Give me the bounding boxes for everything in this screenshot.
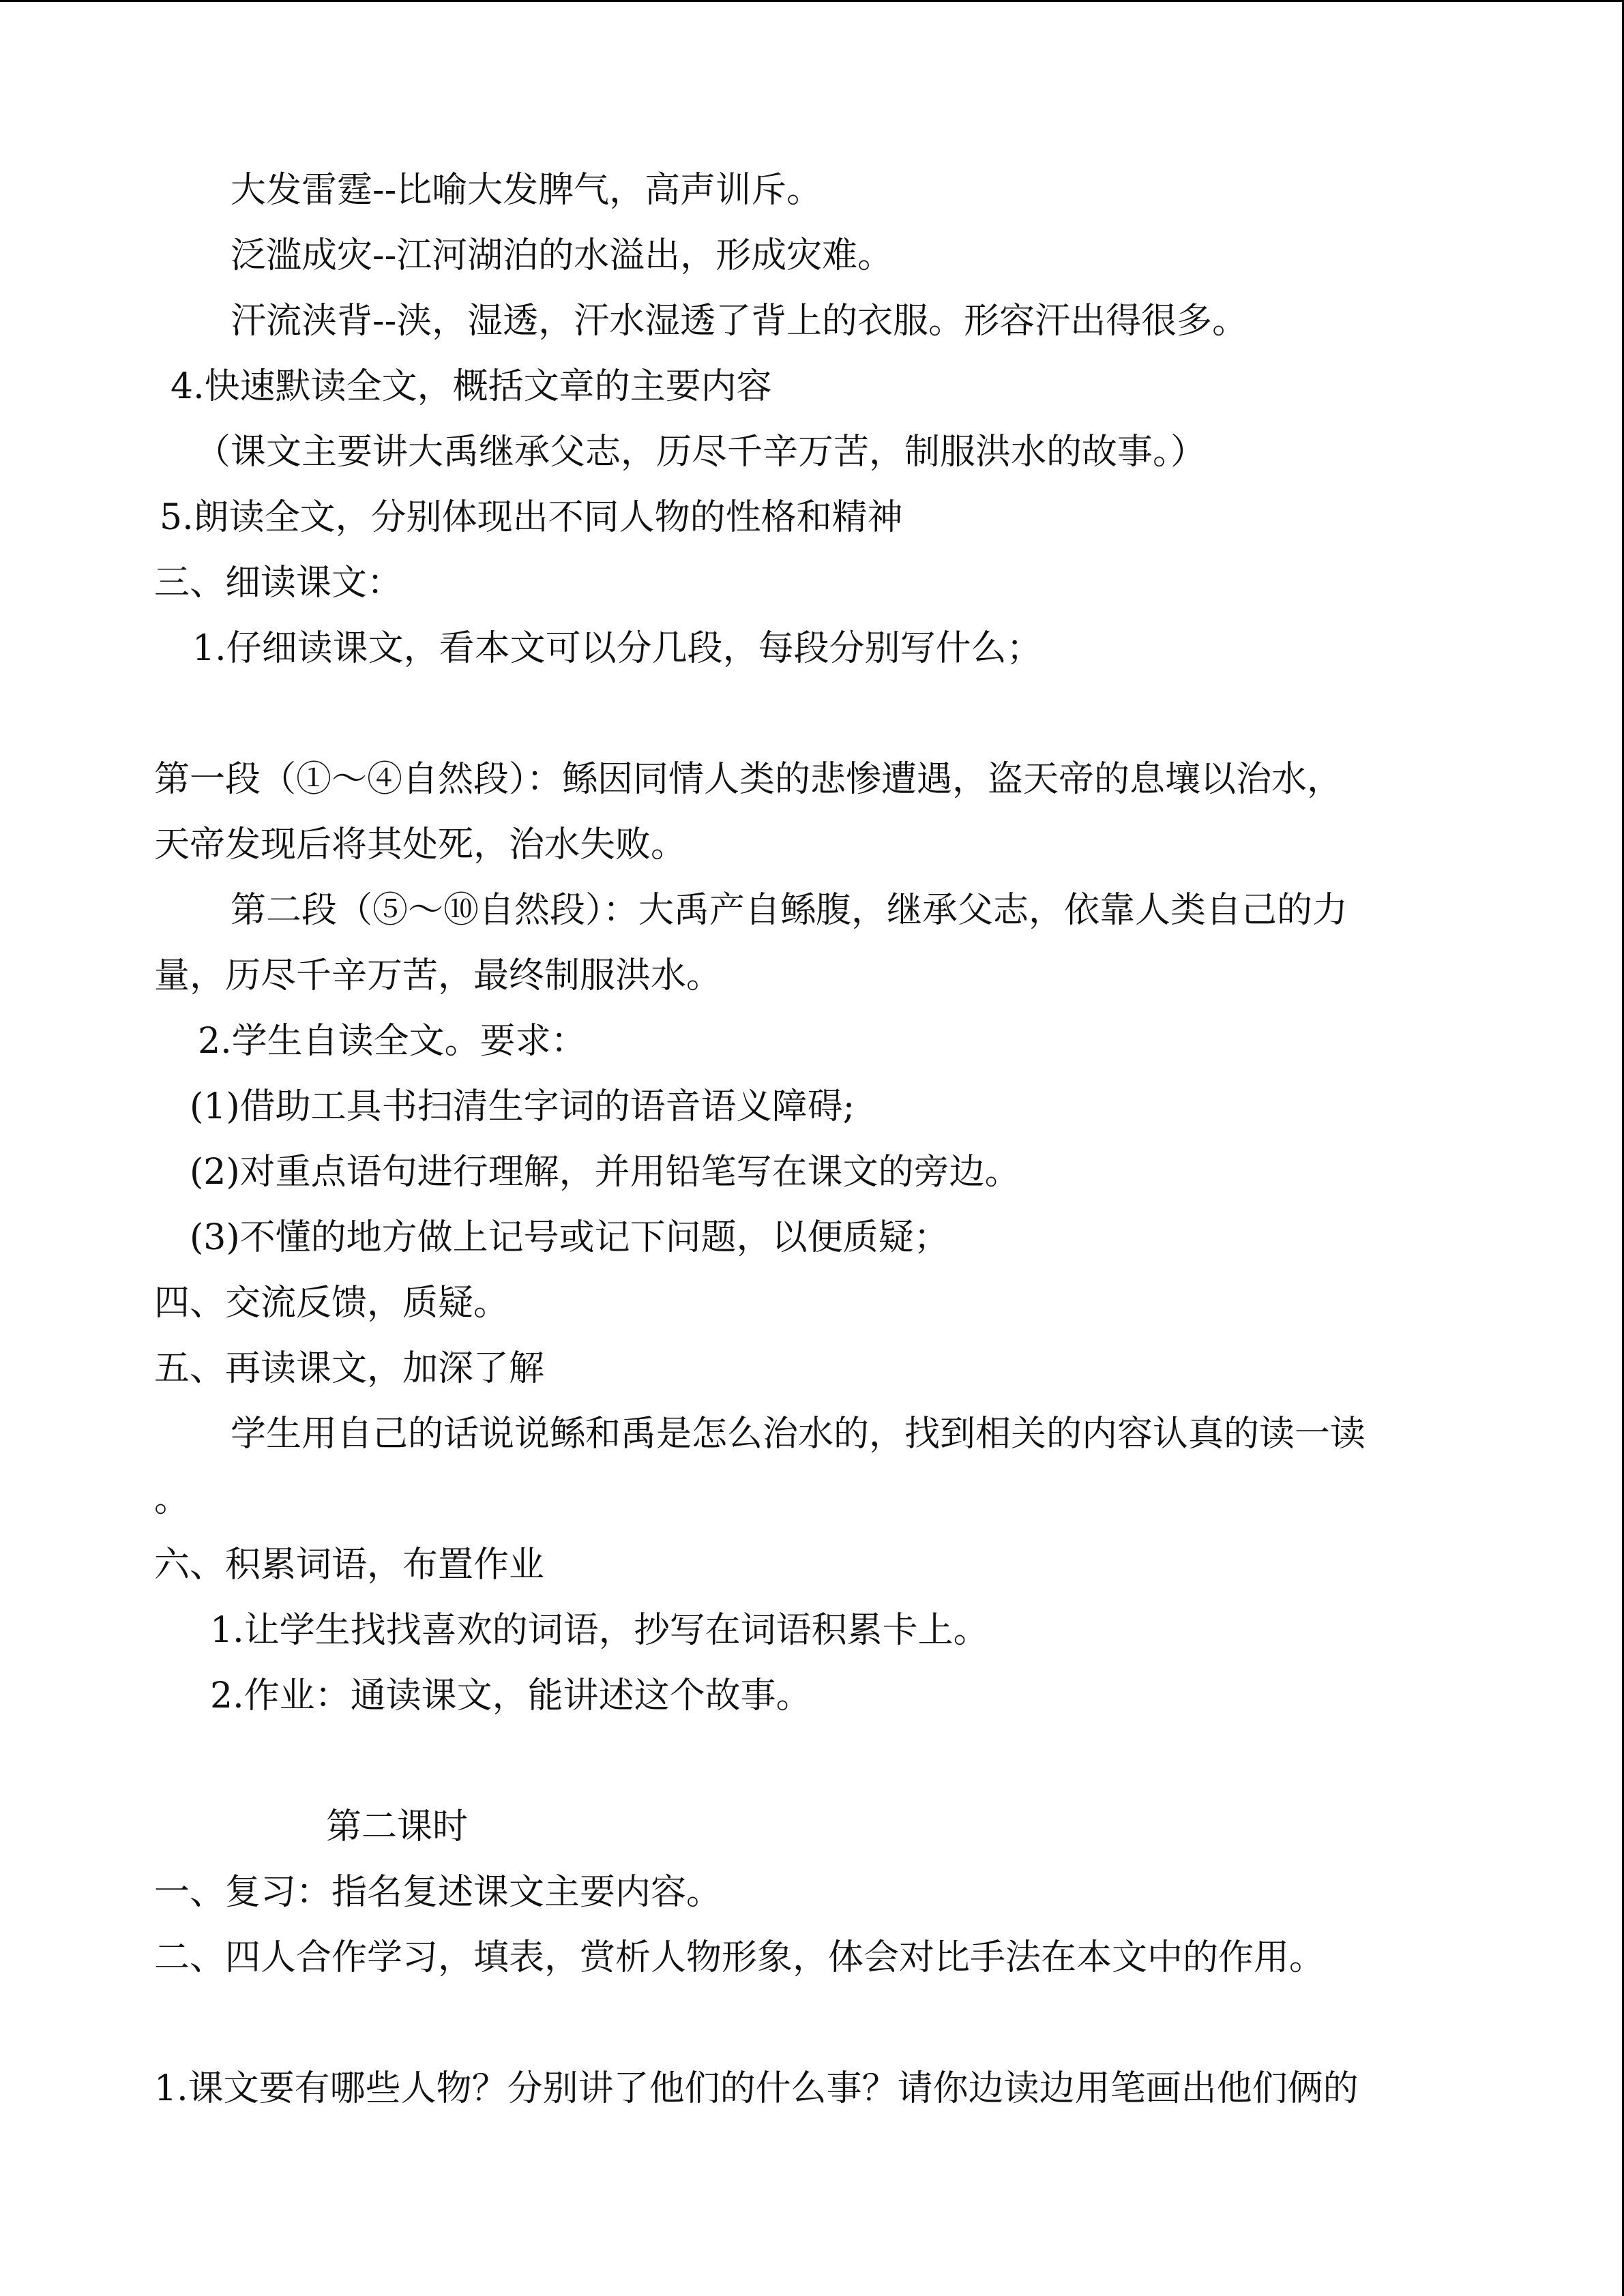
- section-heading: 三、细读课文：: [154, 563, 403, 603]
- numbered-step: 2.作业：通读课文，能讲述这个故事。: [210, 1675, 812, 1716]
- section-heading: 四、交流反馈，质疑。: [154, 1283, 510, 1324]
- requirement-item: (2)对重点语句进行理解，并用铅笔写在课文的旁边。: [190, 1152, 1020, 1193]
- lesson-period-title: 第二课时: [326, 1806, 469, 1847]
- idiom-definition-line: 大发雷霆--比喻大发脾气，高声训斥。: [231, 170, 823, 211]
- numbered-step: 1.让学生找找喜欢的词语，抄写在词语积累卡上。: [210, 1610, 989, 1651]
- paragraph-line: 天帝发现后将其处死，治水失败。: [154, 824, 687, 865]
- paragraph-line: 第二段（⑤～⑩自然段）：大禹产自鲧腹，继承父志，依靠人类自己的力: [231, 890, 1348, 931]
- parenthetical-note: （课文主要讲大禹继承父志，历尽千辛万苦，制服洪水的故事。）: [195, 432, 1207, 473]
- section-heading: 一、复习：指名复述课文主要内容。: [154, 1872, 722, 1913]
- numbered-step: 5.朗读全文，分别体现出不同人物的性格和精神: [160, 497, 903, 538]
- numbered-step: 4.快速默读全文，概括文章的主要内容: [171, 366, 772, 407]
- idiom-definition-line: 泛滥成灾--江河湖泊的水溢出，形成灾难。: [231, 235, 894, 276]
- paragraph-line: 。: [154, 1479, 190, 1520]
- numbered-step: 1.课文要有哪些人物？分别讲了他们的什么事？请你边读边用笔画出他们俩的: [154, 2068, 1359, 2109]
- section-heading: 六、积累词语，布置作业: [154, 1545, 545, 1585]
- paragraph-line: 量，历尽千辛万苦，最终制服洪水。: [154, 955, 722, 996]
- section-heading: 二、四人合作学习，填表，赏析人物形象，体会对比手法在本文中的作用。: [154, 1937, 1325, 1978]
- paragraph-line: 学生用自己的话说说鲧和禹是怎么治水的，找到相关的内容认真的读一读: [231, 1414, 1366, 1455]
- requirement-item: (1)借助工具书扫清生字词的语音语义障碍;: [190, 1086, 855, 1127]
- requirement-item: (3)不懂的地方做上记号或记下问题，以便质疑；: [190, 1217, 949, 1258]
- numbered-step: 1.仔细读课文，看本文可以分几段，每段分别写什么；: [192, 628, 1042, 669]
- idiom-definition-line: 汗流浃背--浃，湿透，汗水湿透了背上的衣服。形容汗出得很多。: [231, 301, 1248, 342]
- section-heading: 五、再读课文，加深了解: [154, 1348, 545, 1389]
- paragraph-line: 第一段（①～④自然段）：鲧因同情人类的悲惨遭遇，盗天帝的息壤以治水，: [154, 759, 1343, 800]
- numbered-step: 2.学生自读全文。要求：: [198, 1021, 587, 1062]
